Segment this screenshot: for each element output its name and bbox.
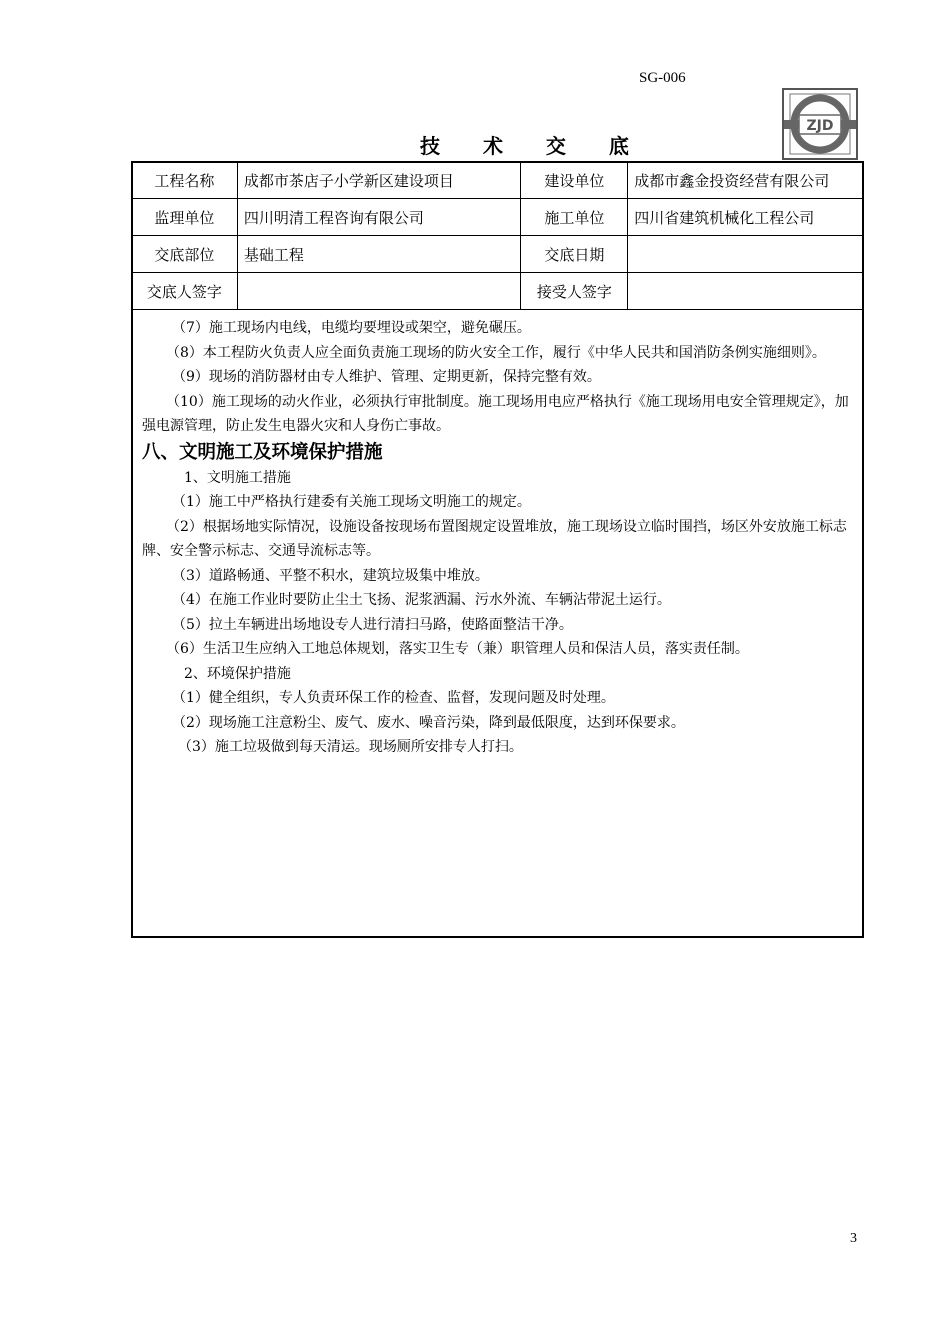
paragraph-9: （9）现场的消防器材由专人维护、管理、定期更新，保持完整有效。: [172, 369, 601, 385]
page-title: 技 术 交 底: [420, 134, 647, 158]
receiver-signature-label: 接受人签字: [521, 273, 628, 310]
client-value: 成都市鑫金投资经营有限公司: [628, 162, 864, 199]
table-row: [132, 273, 864, 310]
civilized-item-3: （3）道路畅通、平整不积水，建筑垃圾集中堆放。: [172, 567, 489, 584]
briefer-signature-value: [237, 273, 521, 310]
table-row: [132, 236, 864, 273]
supervisor-label: 监理单位: [132, 199, 238, 236]
table-row: [132, 162, 864, 199]
svg-text:ZJD: ZJD: [806, 118, 834, 134]
civilized-item-5: （5）拉土车辆进出场地设专人进行清扫马路，使路面整洁干净。: [172, 616, 573, 633]
contractor-label: 施工单位: [521, 199, 628, 236]
contractor-value: 四川省建筑机械化工程公司: [628, 199, 864, 236]
document-code: SG-006: [639, 70, 686, 86]
section-8-heading: 八、文明施工及环境保护措施: [142, 441, 383, 463]
environment-item-2: （2）现场施工注意粉尘、废气、废水、噪音污染，降到最低限度，达到环保要求。: [172, 714, 685, 731]
supervisor-value: 四川明清工程咨询有限公司: [237, 199, 521, 236]
briefing-date-value: [628, 236, 864, 273]
receiver-signature-value: [628, 273, 864, 310]
subsection-2-heading: 2、环境保护措施: [184, 665, 291, 682]
briefer-signature-label: 交底人签字: [132, 273, 238, 310]
civilized-item-2: （2）根据场地实际情况，设施设备按现场布置图规定设置堆放，施工现场设立临时围挡，场区外安放施工标志牌、安全警示标志、交通导流标志等。: [142, 518, 847, 559]
paragraph-8: （8）本工程防火负责人应全面负责施工现场的防火安全工作，履行《中华人民共和国消防条例实施细则》。: [166, 344, 826, 361]
briefing-content: [142, 316, 856, 760]
client-label: 建设单位: [521, 162, 628, 199]
subsection-1-heading: 1、文明施工措施: [184, 469, 291, 486]
briefing-part-value: 基础工程: [237, 236, 521, 273]
project-name-label: 工程名称: [132, 162, 238, 199]
paragraph-7: （7）施工现场内电线，电缆均要埋设或架空，避免碾压。: [172, 320, 531, 336]
page-number: 3: [850, 1231, 857, 1246]
project-name-value: 成都市茶店子小学新区建设项目: [237, 162, 521, 199]
company-logo-icon: [782, 88, 858, 160]
civilized-item-1: （1）施工中严格执行建委有关施工现场文明施工的规定。: [172, 494, 531, 510]
briefing-date-label: 交底日期: [521, 236, 628, 273]
briefing-part-label: 交底部位: [132, 236, 238, 273]
paragraph-10: （10）施工现场的动火作业，必须执行审批制度。施工现场用电应严格执行《施工现场用电安全管理规定》，加强电源管理，防止发生电器火灾和人身伤亡事故。: [142, 393, 849, 434]
environment-item-1: （1）健全组织，专人负责环保工作的检查、监督，发现问题及时处理。: [172, 690, 615, 706]
table-row: [132, 199, 864, 236]
civilized-item-4: （4）在施工作业时要防止尘土飞扬、泥浆洒漏、污水外流、车辆沾带泥土运行。: [172, 592, 671, 608]
environment-item-3: （3）施工垃圾做到每天清运。现场厕所安排专人打扫。: [178, 739, 523, 755]
civilized-item-6: （6）生活卫生应纳入工地总体规划，落实卫生专（兼）职管理人员和保洁人员，落实责任制。: [166, 641, 749, 657]
project-info-table: [131, 161, 864, 310]
